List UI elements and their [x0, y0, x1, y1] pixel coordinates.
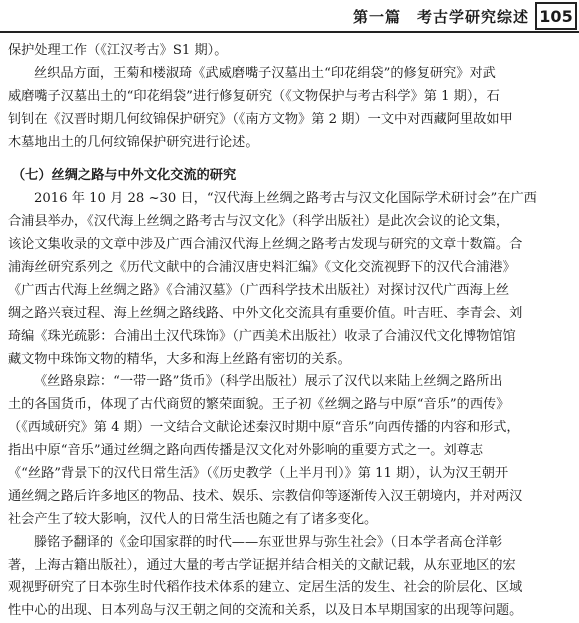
page-header	[0, 0, 579, 30]
text-line: 《广西古代海上丝绸之路》《合浦汉墓》（广西科学技术出版社）对探讨汉代广西海上丝	[8, 282, 510, 298]
text-line: 藏文物中珠饰文物的精华，大多和海上丝路有密切的关系。	[8, 351, 351, 367]
text-line: 木墓地出土的几何纹锦保护研究进行论述。	[8, 134, 259, 150]
paragraph-silk-road-coins	[8, 371, 574, 531]
text-line: 性中心的出现、日本列岛与汉王朝之间的交流和关系，以及日本早期国家的出现等问题。	[8, 603, 523, 619]
text-line: 钊钊在《汉晋时期几何纹锦保护研究》（《南方文物》第 2 期）一文中对西藏阿里故如甲	[8, 111, 513, 127]
text-line: 威磨嘴子汉墓出土的“印花绢袋”进行修复研究（《文物保护与考古科学》第 1 期），石	[8, 88, 500, 104]
text-line: 著，上海古籍出版社），通过大量的考古学证据并结合相关的文献记载，从东亚地区的宏	[8, 557, 516, 573]
section-heading: （七）丝绸之路与中外文化交流的研究	[12, 168, 237, 184]
text-line: 浦海丝研究系列之《历代文献中的合浦汉唐史料汇编》《文化交流视野下的汉代合浦港》	[8, 260, 516, 276]
text-line: 社会产生了较大影响，汉代人的日常生活也随之有了诸多变化。	[8, 511, 378, 527]
text-line: 丝织品方面，王菊和楼淑琦《武威磨嘴子汉墓出土“印花绢袋”的修复研究》对武	[34, 65, 496, 81]
text-line: 2016 年 10 月 28 ~30 日，“汉代海上丝绸之路考古与汉文化国际学术研讨会”在广西	[34, 191, 537, 207]
text-line: 该论文集收录的文章中涉及广西合浦汉代海上丝绸之路考古发现与研究的文章十数篇。合	[8, 237, 523, 253]
text-line: 通丝绸之路后许多地区的物品、技术、娱乐、宗教信仰等逐渐传入汉王朝境内，并对两汉	[8, 488, 523, 504]
text-line: 观视野研究了日本弥生时代稻作技术体系的建立、定居生活的发生、社会的阶层化、区域	[8, 580, 523, 596]
text-line: 土的各国货币，体现了古代商贸的繁荣面貌。王子初《丝绸之路与中原“音乐”的西传》	[8, 397, 510, 413]
paragraph-textiles	[8, 63, 574, 155]
page-number: 105	[535, 2, 577, 30]
paragraph-yayoi-translation	[8, 532, 574, 623]
text-line: （《西域研究》第 4 期）一文结合文献论述秦汉时期中原“音乐”向西传播的内容和形式，	[8, 420, 520, 436]
paragraph-hepu-conference	[8, 188, 574, 371]
text-line: 绸之路兴衰过程、海上丝绸之路线路、中外文化交流具有重要价值。叶吉旺、李青会、刘	[8, 305, 523, 321]
text-line: 《丝路泉踪：“一带一路”货币》（科学出版社）展示了汉代以来陆上丝绸之路所出	[34, 374, 503, 390]
text-line: 滕铭予翻译的《金印国家群的时代——东亚世界与弥生社会》（日本学者高仓洋彰	[34, 534, 503, 550]
text-line: 指出中原“音乐”通过丝绸之路向西传播是汉文化对外影响的重要方式之一。刘尊志	[8, 443, 484, 459]
header-rule	[0, 31, 579, 33]
text-line: 合浦县举办，《汉代海上丝绸之路考古与汉文化》（科学出版社）是此次会议的论文集，	[8, 214, 510, 230]
text-line: 保护处理工作（《江汉考古》S1 期）。	[8, 43, 228, 58]
paragraph-preservation-end	[8, 40, 574, 63]
text-line: 《“丝路”背景下的汉代日常生活》（《历史教学（上半月刊）》第 11 期），认为汉王朝开	[8, 466, 509, 482]
page-body	[8, 40, 574, 623]
text-line: 琦编《珠光疏影：合浦出土汉代珠饰》（广西美术出版社）收录了合浦汉代文化博物馆馆	[8, 328, 516, 344]
running-head-title: 第一篇 考古学研究综述	[352, 8, 529, 26]
